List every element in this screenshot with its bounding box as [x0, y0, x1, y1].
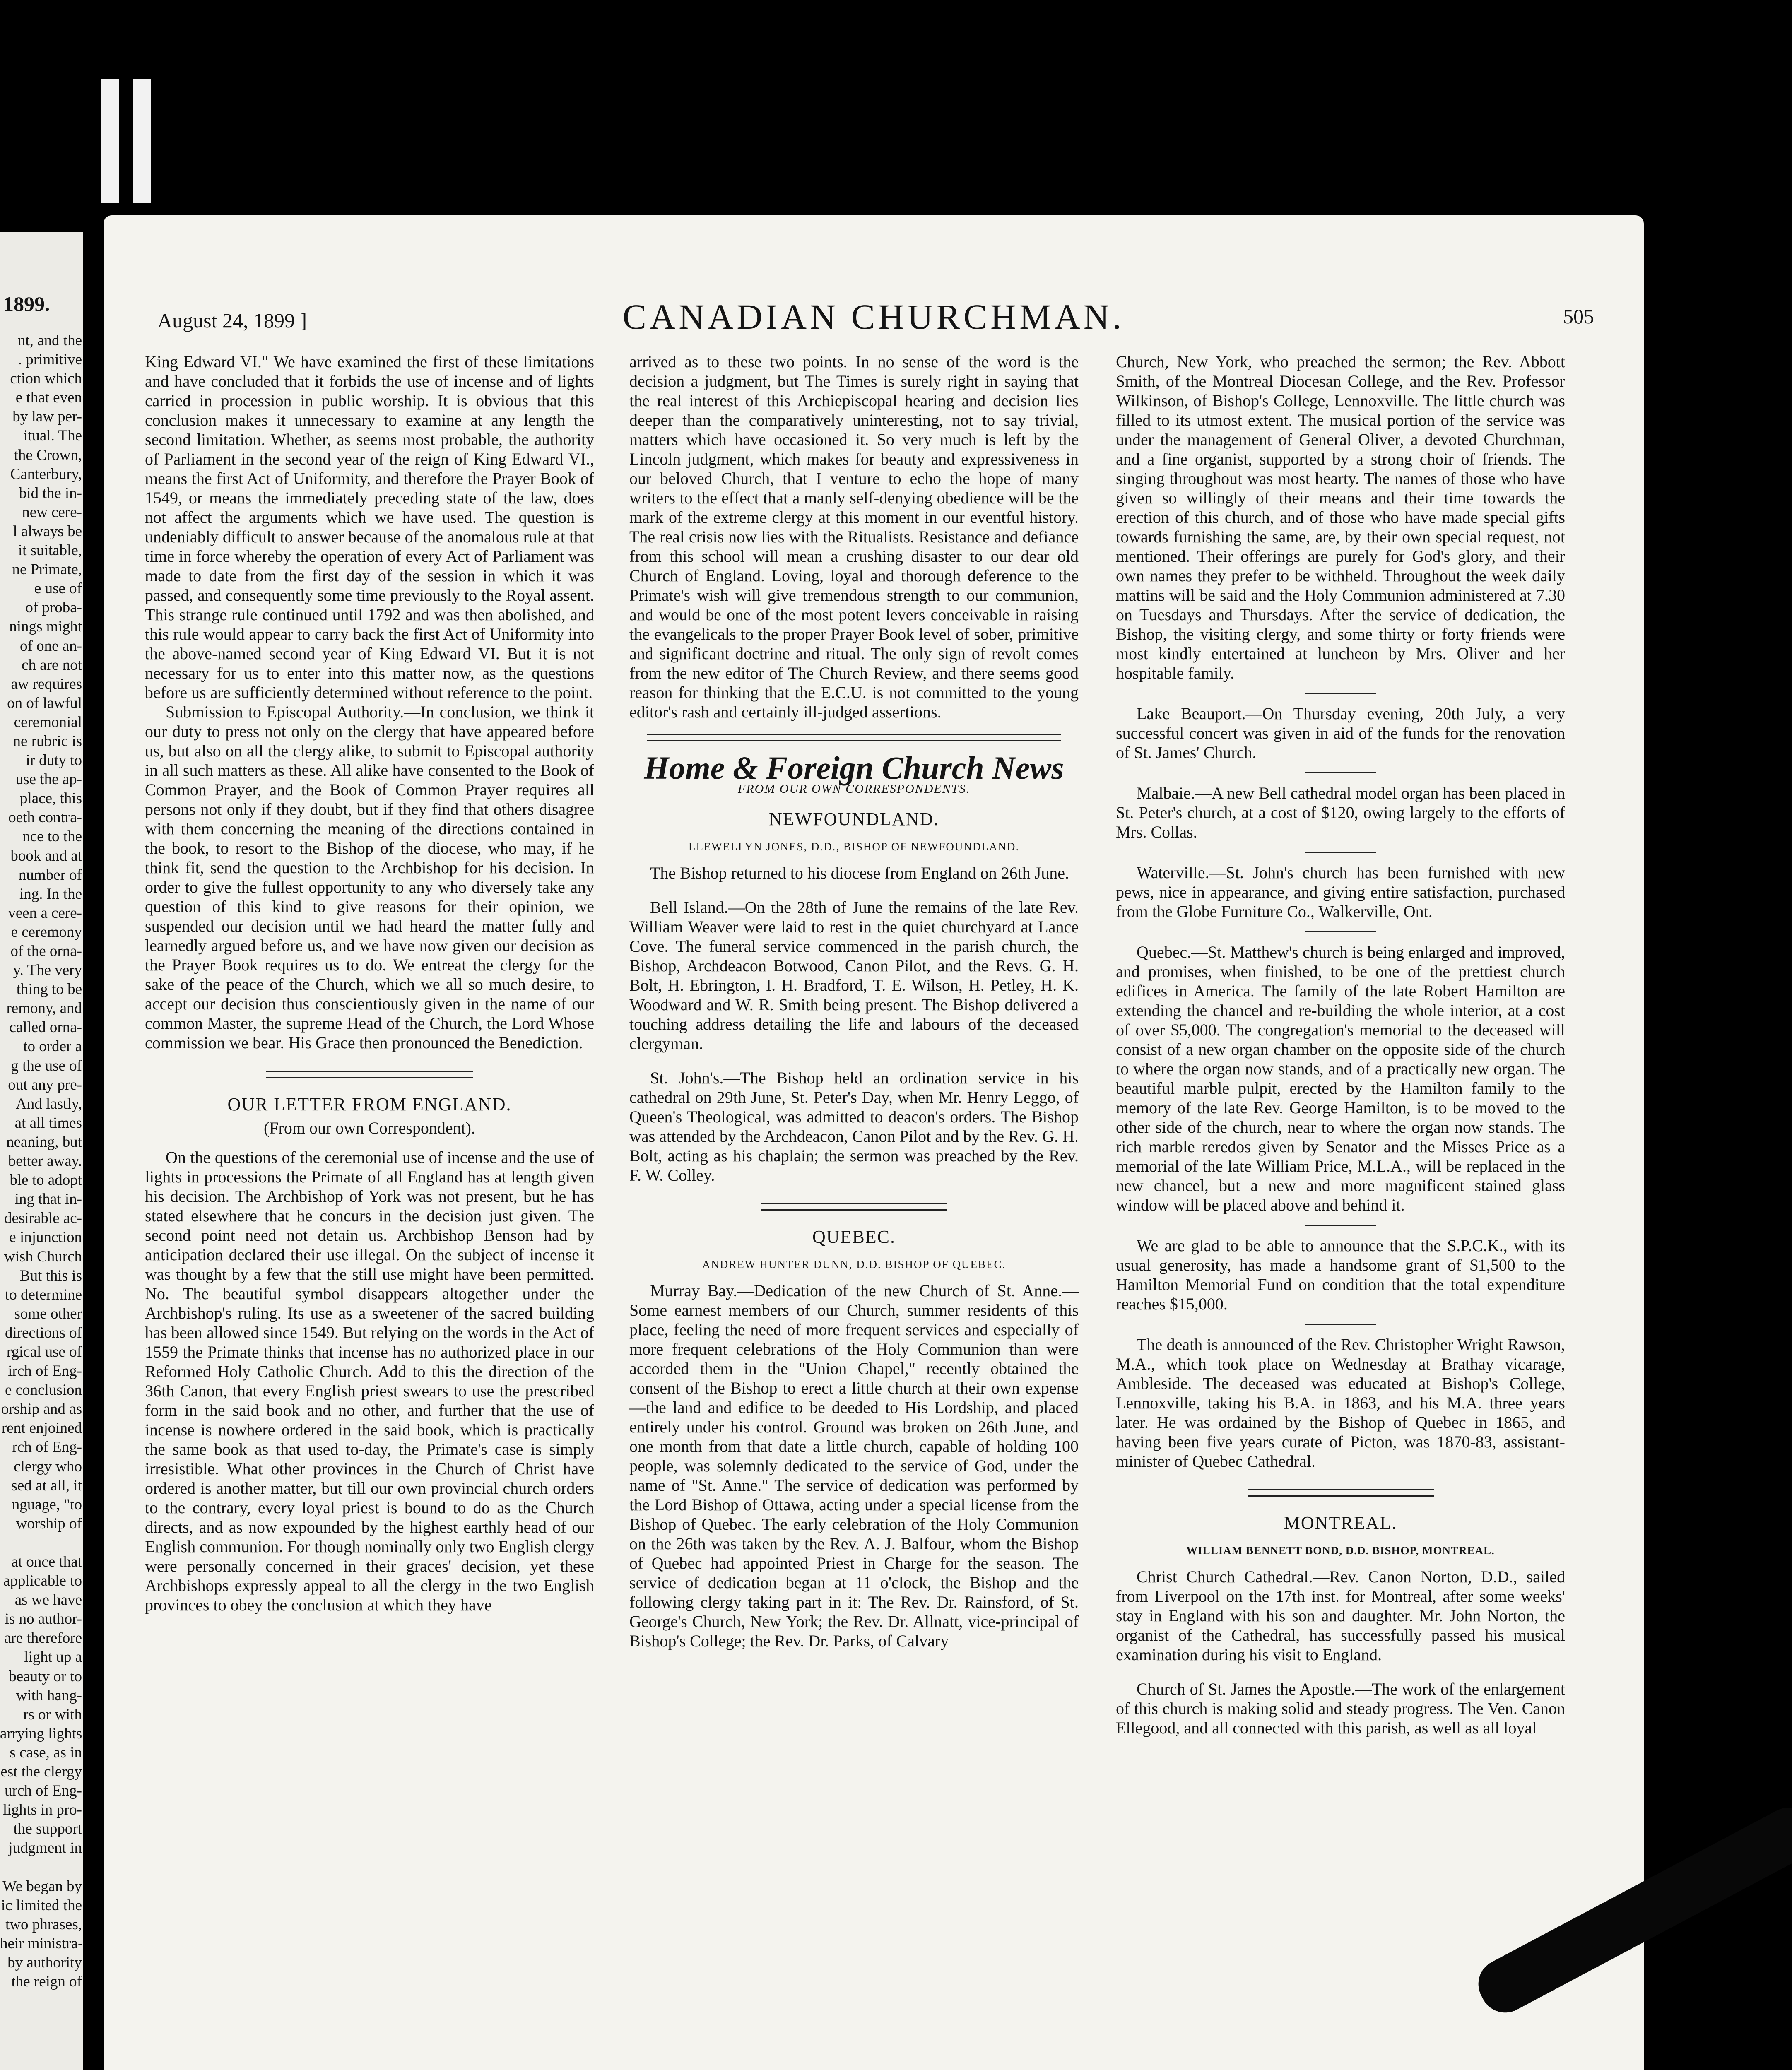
previous-page-line: lights in pro-	[2, 1801, 82, 1819]
previous-page-line: of one an-	[20, 637, 82, 655]
section-heading-letter-from-england: OUR LETTER FROM ENGLAND.	[227, 1094, 512, 1114]
bishop-line: ANDREW HUNTER DUNN, D.D. BISHOP OF QUEBEC.	[702, 1258, 1006, 1271]
previous-page-line: by authority	[7, 1954, 82, 1971]
article-paragraph: Submission to Episcopal Authority.—In conclusion, we think it our duty to press not only on the clergy that have appeared before us, but also on all the clergy alike, to submit to Episcopal authority in all such matters as these. All alike have consented to the Book of Common Prayer, and the Book of Common Prayer requires all persons not only if they doubt, but if they find that others disagree with them concerning the meaning of the directions contained in the book, to resort to the Bishop of the diocese, who may, if he think fit, send the question to the Archbishop for his decision. In order to give the fullest opportunity to any who diversely take any question of this kind to give reasons for their opinion, we suspended our decision until we had heard the matter fully and learnedly argued before us, and we have now given our decision as the Prayer Book requires us to do. We entreat the clergy for the sake of the peace of the Church, which we all so much desire, to accept our decision thus conscientiously given in the name of our common Master, the supreme Head of the Church, the Lord Whose commission we bear. His Grace then pronounced the Benediction.	[145, 703, 594, 1052]
previous-page-line: remony, and	[6, 1000, 82, 1017]
article-paragraph: King Edward VI." We have examined the first of these limitations and have concluded that it forbids the use of incense and of lights carried in procession in public worship. It is obvious that this conclusion makes it unnecessary to examine at any length the second limitation. Whether, as seems most probable, the authority of Parliament in the second year of the reign of King Edward VI., means the first Act of Uniformity, and therefore the Prayer Book of 1549, or means the immediately preceding state of the law, does not affect the arguments which we have used. The question is undeniably difficult to answer because of the anomalous rule at that time in force whereby the operation of every Act of Parliament was made to date from the first day of the session in which it was passed, and consequently some time previously to the Royal assent. This strange rule continued until 1792 and was then abolished, and this rule would appear to carry back the first Act of Uniformity into the above-named second year of King Edward VI. But it is not necessary for us to enter into this matter now, as the questions before us are sufficiently determined without reference to the point.	[145, 352, 594, 702]
diocese-heading-quebec: QUEBEC.	[812, 1227, 896, 1247]
previous-page-line: e conclusion	[5, 1382, 82, 1399]
previous-page-line: arrying lights	[0, 1725, 82, 1742]
previous-page-line: number of	[18, 866, 82, 883]
previous-page-line: rgical use of	[6, 1343, 82, 1360]
previous-page-line: s case, as in	[10, 1744, 82, 1761]
previous-page-line: ne rubric is	[13, 732, 82, 750]
previous-page-line: irch of Eng-	[8, 1362, 82, 1380]
page-number: 505	[1563, 305, 1594, 328]
article-paragraph: arrived as to these two points. In no sense of the word is the decision a judgment, but The Times is surely right in saying that the real interest of this Archiepiscopal hearing and decision lies deeper than the comparatively uninteresting, not to say trivial, matters which have occasioned it. So very much is left by the Lincoln judgment, which makes for beauty and expressiveness in our beloved Church, that I venture to echo the hope of many writers to the effect that a manly self-denying obedience will be the mark of the extreme clergy at this moment in our eventful history. The real crisis now lies with the Ritualists. Resistance and defiance from this school will mean a crushing disaster to our dear old Church of England. Loving, loyal and thorough deference to the Primate's wish will give tremendous strength to our communion, and would be one of the most potent levers conceivable in raising the evangelicals to the proper Prayer Book level of sober, primitive and significant doctrine and ritual. The only sign of revolt comes from the new editor of The Church Review, and there seems good reason for thinking that the E.C.U. is not committed to the young editor's rash and certainly ill-judged assertions.	[629, 352, 1079, 721]
previous-page-line: directions of	[5, 1324, 82, 1341]
previous-page-line: aw requires	[11, 675, 82, 693]
previous-page-line: rch of Eng-	[12, 1439, 82, 1456]
previous-page-line: it suitable,	[18, 542, 82, 559]
newspaper-page	[104, 215, 1644, 2070]
previous-page-line: clergy who	[14, 1458, 82, 1475]
section-title-church-news: Home & Foreign Church News	[644, 750, 1064, 786]
previous-page-line: ction which	[10, 370, 82, 388]
previous-page-line: y. The very	[13, 962, 82, 979]
previous-page-fragments	[0, 331, 82, 1991]
previous-page-line: rent enjoined	[1, 1420, 82, 1437]
previous-page-line: wish Church	[4, 1248, 82, 1265]
previous-page-line: Canterbury,	[10, 465, 82, 483]
article-paragraph: On the questions of the ceremonial use of incense and the use of lights in processions the Primate of all England has at length given his decision. The Archbishop of York was not present, but he has stated elsewhere that he concurs in the decision just given. The second point need not detain us. Archbishop Benson had by anticipation declared their use illegal. On the subject of incense it was thought by a few that the still use might have been permitted. No. The beautiful symbol disappears altogether under the Archbishop's ruling. Its use as a sweetener of the sacred building has been allowed since 1549. But relying on the words in the Act of 1559 the Primate thinks that incense has no authorized place in our Reformed Holy Catholic Church. Add to this the direction of the 36th Canon, that every English priest swears to use the prescribed form in the said book and no other, and further that the use of incense is nowhere ordered in the said book, which is practically the same book as that used to-day, the Primate's case is simply irresistible. What other provinces in the Church of Christ have ordered is another matter, but till our own provincial church orders to the contrary, every loyal priest is bound to do as the Church directs, and as now expounded by the highest earthly head of our English communion. For though nominally only two English clergy were personally concerned in their graces' decision, yet these Archbishops expressly appeal to all the clergy in the two English provinces to obey the conclusion at which they have	[145, 1148, 594, 1614]
previous-page-line: some other	[14, 1305, 82, 1322]
previous-page-line: oeth contra-	[8, 809, 82, 826]
rule-divider	[1305, 931, 1376, 932]
previous-page-line: two phrases,	[5, 1916, 82, 1933]
previous-page-line: e use of	[34, 580, 82, 597]
previous-page-line: nce to the	[22, 828, 82, 845]
previous-page-line: We began by	[2, 1877, 82, 1895]
previous-page-line: orship and as	[1, 1401, 82, 1418]
previous-page-strip	[0, 232, 83, 2070]
previous-page-line: at all times	[14, 1114, 82, 1131]
previous-page-line: ceremonial	[14, 713, 82, 731]
news-item: Quebec.—St. Matthew's church is being enlarged and improved, and promises, when finished, to be one of the prettiest church edifices in America. The family of the late Robert Hamilton are extending the chancel and re-building the whole interior, at a cost of over $5,000. The congregation's memorial to the deceased will consist of a new organ chamber on the opposite side of the church to where the organ now stands, and of a practically new organ. The beautiful marble pulpit, erected by the Hamilton family to the memory of the late Rev. George Hamilton, is to be moved to the other side of the church, near to where the organ now stands. The rich marble reredos given by Senator and the Misses Price as a memorial of the late William Price, M.L.A., will be replaced in the new chancel, but a new and more magnificent stained glass window will be placed above and behind it.	[1116, 943, 1565, 1214]
previous-page-line: But this is	[19, 1267, 82, 1284]
news-item: We are glad to be able to announce that the S.P.C.K., with its usual generosity, has made a handsome grant of $1,500 to the Hamilton Memorial Fund on condition that the total expenditure reaches $15,000.	[1116, 1236, 1565, 1313]
rule-divider	[1305, 772, 1376, 773]
previous-page-line: e that even	[15, 389, 82, 407]
previous-page-line: new cere-	[22, 503, 82, 521]
previous-page-header: 1899.	[3, 292, 50, 315]
previous-page-line: nguage, "to	[12, 1496, 82, 1513]
previous-page-line: e ceremony	[11, 923, 82, 941]
masthead-title: CANADIAN CHURCHMAN.	[622, 297, 1125, 337]
news-item: Lake Beauport.—On Thursday evening, 20th July, a very successful concert was given in aid of the funds for the renovation of St. James' Church.	[1116, 704, 1565, 762]
previous-page-line: called orna-	[9, 1019, 82, 1036]
section-subtitle: FROM OUR OWN CORRESPONDENTS.	[738, 782, 970, 796]
news-item: Murray Bay.—Dedication of the new Church of St. Anne.—Some earnest members of our Church, summer residents of this place, feeling the need of more frequent services and especially of more frequent celebrations of the Holy Communion than were accorded them in the "Union Chapel," recently obtained the consent of the Bishop to erect a little church at their own expense—the land and edifice to be deeded to His Lordship, and placed entirely under his control. Ground was broken on 26th June, and one month from that date a little church, capable of holding 100 people, was solemnly dedicated to the service of God, under the name of "St. Anne." The service of dedication was performed by the Lord Bishop of Ottawa, acting under a special license from the Bishop of Quebec. The early celebration of the Holy Communion on the 26th was taken by the Rev. A. J. Balfour, whom the Bishop of Quebec had appointed Priest in Charge for the season. The service of dedication began at 11 o'clock, the Bishop and the following clergy taking part in it: The Rev. Dr. Rainsford, of St. George's Church, New York; the Rev. Dr. Allnatt, vice-principal of Bishop's College; the Rev. Dr. Parks, of Calvary	[629, 1281, 1079, 1650]
rule-divider	[1305, 852, 1376, 853]
previous-page-line: desirable ac-	[4, 1210, 82, 1227]
previous-page-line: thing to be	[16, 981, 82, 998]
rule-divider	[1305, 1324, 1376, 1325]
previous-page-line: to order a	[23, 1038, 82, 1055]
previous-page-line: ing that in-	[14, 1191, 82, 1208]
column-3	[1116, 352, 1565, 1738]
previous-page-line: e injunction	[9, 1229, 82, 1246]
previous-page-line: sed at all, it	[11, 1477, 82, 1494]
previous-page-line: est the clergy	[0, 1763, 82, 1781]
previous-page-line: judgment in	[8, 1839, 82, 1857]
previous-page-line: ir duty to	[26, 752, 82, 769]
news-item: Church, New York, who preached the sermon; the Rev. Abbott Smith, of the Montreal Diocesan College, and the Rev. Professor Wilkinson, of Bishop's College, Lennoxville. The little church was filled to its utmost extent. The musical portion of the service was under the management of General Oliver, a devoted Churchman, and a fine organist, supported by a strong choir of friends. The singing throughout was most hearty. The names of those who have given so willingly of their means and their time towards the erection of this church, and of those who have made special gifts towards furnishing the same, are, by their own special request, not mentioned. Their offerings are purely for God's glory, and their own names they prefer to be withheld. Throughout the week daily mattins will be said and the Holy Communion administered at 7.30 on Tuesdays and Thursdays. After the service of dedication, the Bishop, the visiting clergy, and some thirty or forty friends were most kindly entertained at luncheon by Mrs. Oliver and her hospitable family.	[1116, 352, 1565, 682]
previous-page-line: as we have	[14, 1591, 82, 1609]
previous-page-line: to determine	[5, 1286, 82, 1303]
bishop-line: WILLIAM BENNETT BOND, D.D. BISHOP, MONTREAL.	[1186, 1544, 1495, 1557]
news-item: Malbaie.—A new Bell cathedral model organ has been placed in St. Peter's church, at a cost of $120, owing largely to the efforts of Mrs. Collas.	[1116, 784, 1565, 841]
previous-page-line: . primitive	[18, 351, 82, 368]
previous-page-line: of the orna-	[10, 943, 82, 960]
news-item: The death is announced of the Rev. Christopher Wright Rawson, M.A., which took place on Wednesday at Brathay vicarage, Ambleside. The deceased was educated at Bishop's College, Lennoxville, taking his B.A. in 1863, and his M.A. three years later. He was ordained by the Bishop of Quebec in 1865, and having been five years curate of Picton, was 1870-83, assistant-minister of Quebec Cathedral.	[1116, 1335, 1565, 1471]
previous-page-line: by law per-	[12, 408, 82, 426]
previous-page-line: ing. In the	[19, 885, 82, 903]
double-rule-divider	[647, 734, 1061, 741]
previous-page-line: light up a	[24, 1649, 82, 1666]
film-bar-top-right	[133, 79, 151, 203]
previous-page-line: ne Primate,	[12, 561, 82, 578]
double-rule-divider	[1248, 1489, 1434, 1497]
previous-page-line: better away.	[8, 1153, 82, 1170]
previous-page-line: l always be	[13, 522, 82, 540]
previous-page-line: nt, and the	[17, 332, 82, 349]
correspondent-byline: (From our own Correspondent).	[263, 1119, 476, 1137]
column-1	[145, 352, 594, 1615]
news-item: Christ Church Cathedral.—Rev. Canon Norton, D.D., sailed from Liverpool on the 17th inst. for Montreal, after some weeks' stay in England with his son and daughter. Mr. John Norton, the organist of the Cathedral, has successfully passed his musical examination during his visit to England.	[1116, 1567, 1565, 1664]
news-item: Church of St. James the Apostle.—The work of the enlargement of this church is making solid and steady progress. The Ven. Canon Ellegood, and all connected with this parish, as well as all loyal	[1116, 1680, 1565, 1737]
previous-page-line: of proba-	[25, 599, 82, 616]
news-item: St. John's.—The Bishop held an ordination service in his cathedral on 29th June, St. Peter's Day, when Mr. Henry Leggo, of Queen's Theological, was admitted to deacon's orders. The Bishop was attended by the Archdeacon, Canon Pilot and by the Rev. G. H. Bolt, acting as his chaplain; the sermon was preached by the Rev. F. W. Colley.	[629, 1069, 1079, 1184]
issue-date: August 24, 1899 ]	[157, 309, 307, 332]
previous-page-line: use the ap-	[15, 771, 82, 788]
previous-page-line: out any pre-	[8, 1076, 82, 1093]
previous-page-line: g the use of	[11, 1057, 82, 1074]
previous-page-line: book and at	[10, 847, 82, 864]
previous-page-line	[0, 1533, 82, 1552]
previous-page-line: applicable to	[3, 1572, 82, 1590]
previous-page-line: rs or with	[23, 1706, 82, 1723]
bishop-line: LLEWELLYN JONES, D.D., BISHOP OF NEWFOUNDLAND.	[688, 840, 1020, 853]
previous-page-line: And lastly,	[16, 1095, 82, 1112]
previous-page-line: ble to adopt	[10, 1172, 82, 1189]
previous-page-line	[0, 1858, 82, 1877]
column-2	[629, 352, 1079, 1651]
previous-page-line: neaning, but	[6, 1133, 82, 1151]
previous-page-line: are therefore	[4, 1630, 82, 1647]
previous-page-line: urch of Eng-	[5, 1782, 82, 1800]
previous-page-line: beauty or to	[9, 1668, 82, 1685]
previous-page-line: on of lawful	[7, 694, 82, 712]
diocese-heading-montreal: MONTREAL.	[1284, 1513, 1397, 1533]
rule-divider	[1305, 1225, 1376, 1226]
previous-page-line: itual. The	[23, 427, 82, 445]
previous-page-line: worship of	[16, 1515, 82, 1532]
previous-page-line: is no author-	[5, 1610, 82, 1628]
previous-page-line: the support	[13, 1820, 82, 1838]
news-item: Bell Island.—On the 28th of June the remains of the late Rev. William Weaver were laid to rest in the quiet churchyard at Lance Cove. The funeral service commenced in the parish church, the Bishop, Archdeacon Botwood, Canon Pilot, and the Revs. G. H. Bolt, H. Ebrington, I. H. Bradford, T. E. Wilson, H. Petley, H. K. Woodward and W. R. Smith being present. The Bishop delivered a touching address detailing the life and labours of the deceased clergyman.	[629, 898, 1079, 1053]
diocese-heading-newfoundland: NEWFOUNDLAND.	[769, 809, 939, 829]
previous-page-line: with hang-	[16, 1687, 82, 1704]
double-rule-divider	[761, 1203, 947, 1211]
news-item: Waterville.—St. John's church has been furnished with new pews, nice in appearance, and giving entire satisfaction, purchased from the Globe Furniture Co., Walkerville, Ont.	[1116, 863, 1565, 921]
previous-page-line: ic limited the	[1, 1897, 82, 1914]
previous-page-line: ch are not	[22, 656, 82, 674]
rule-divider	[1305, 693, 1376, 694]
page-header	[104, 215, 1644, 348]
previous-page-line: nings might	[9, 618, 82, 635]
previous-page-line: place, this	[19, 790, 82, 807]
previous-page-line: bid the in-	[19, 484, 82, 502]
double-rule-divider	[266, 1071, 473, 1078]
previous-page-line: at once that	[11, 1553, 82, 1570]
film-bar-top-left	[101, 79, 119, 203]
previous-page-line: veen a cere-	[8, 904, 82, 922]
previous-page-line: the reign of	[11, 1973, 82, 1991]
previous-page-line: the Crown,	[14, 446, 82, 464]
news-item: The Bishop returned to his diocese from England on 26th June.	[650, 864, 1069, 882]
previous-page-line: heir ministra-	[0, 1935, 83, 1952]
